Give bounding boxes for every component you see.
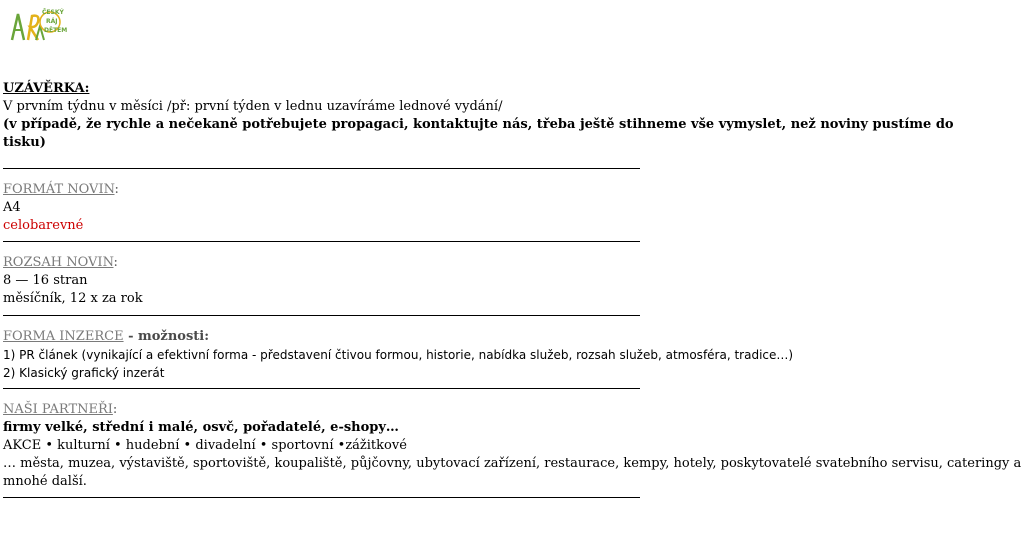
logo-text-bottom: DĚTEM	[44, 27, 68, 34]
partneri-line4: mnohé další.	[3, 474, 87, 489]
format-colon: :	[114, 182, 119, 197]
rozsah-section-title	[3, 254, 960, 272]
rozsah-colon: :	[113, 255, 118, 270]
logo-text-top: ČESKÝ	[42, 9, 64, 16]
rozsah-title: ROZSAH NOVIN	[3, 255, 114, 270]
format-section-title	[3, 181, 960, 199]
divider	[3, 497, 640, 498]
logo-text-mid: RÁJ	[46, 18, 58, 25]
uzaverka-title: UZÁVĚRKA:	[3, 81, 90, 96]
uzaverka-line1: V prvním týdnu v měsíci /př: první týden v lednu uzavíráme lednové vydání/	[3, 99, 503, 114]
format-title: FORMÁT NOVIN	[3, 182, 115, 197]
document-content	[3, 80, 1021, 498]
uzaverka-line2: (v případě, že rychle a nečekaně potřebujete propagaci, kontaktujte nás, třeba ještě stihneme vše vymyslet, než noviny pustíme do	[3, 117, 954, 132]
cesky-raj-detem-logo	[6, 4, 68, 44]
partneri-line2: AKCE • kulturní • hudební • divadelní • sportovní •zážitkové	[3, 438, 407, 453]
forma-item2: 2) Klasický grafický inzerát	[3, 366, 165, 380]
partneri-line1: firmy velké, střední i malé, osvč, pořadatelé, e-shopy…	[3, 420, 399, 435]
partneri-title: NAŠI PARTNEŘI	[3, 402, 113, 417]
rozsah-value2: měsíčník, 12 x za rok	[3, 291, 143, 306]
format-value1: A4	[3, 200, 21, 215]
format-value2: celobarevné	[3, 218, 84, 233]
forma-item1: 1) PR článek (vynikající a efektivní forma - představení čtivou formou, historie, nabídka služeb, rozsah služeb, atmosféra, tradice…)	[3, 348, 794, 362]
forma-section-title	[3, 328, 960, 346]
partneri-section-title	[3, 401, 960, 419]
forma-title: FORMA INZERCE	[3, 329, 124, 344]
rozsah-value1: 8 — 16 stran	[3, 273, 88, 288]
partneri-colon: :	[112, 402, 118, 417]
logo	[6, 4, 68, 44]
uzaverka-line3: tisku)	[3, 135, 46, 150]
partneri-line3: … města, muzea, výstaviště, sportoviště, koupaliště, půjčovny, ubytovací zařízení, restaurace, kempy, hotely, poskytovatelé svatebního servisu, cateringy a	[3, 456, 1021, 471]
forma-suffix: - možnosti:	[123, 329, 210, 344]
